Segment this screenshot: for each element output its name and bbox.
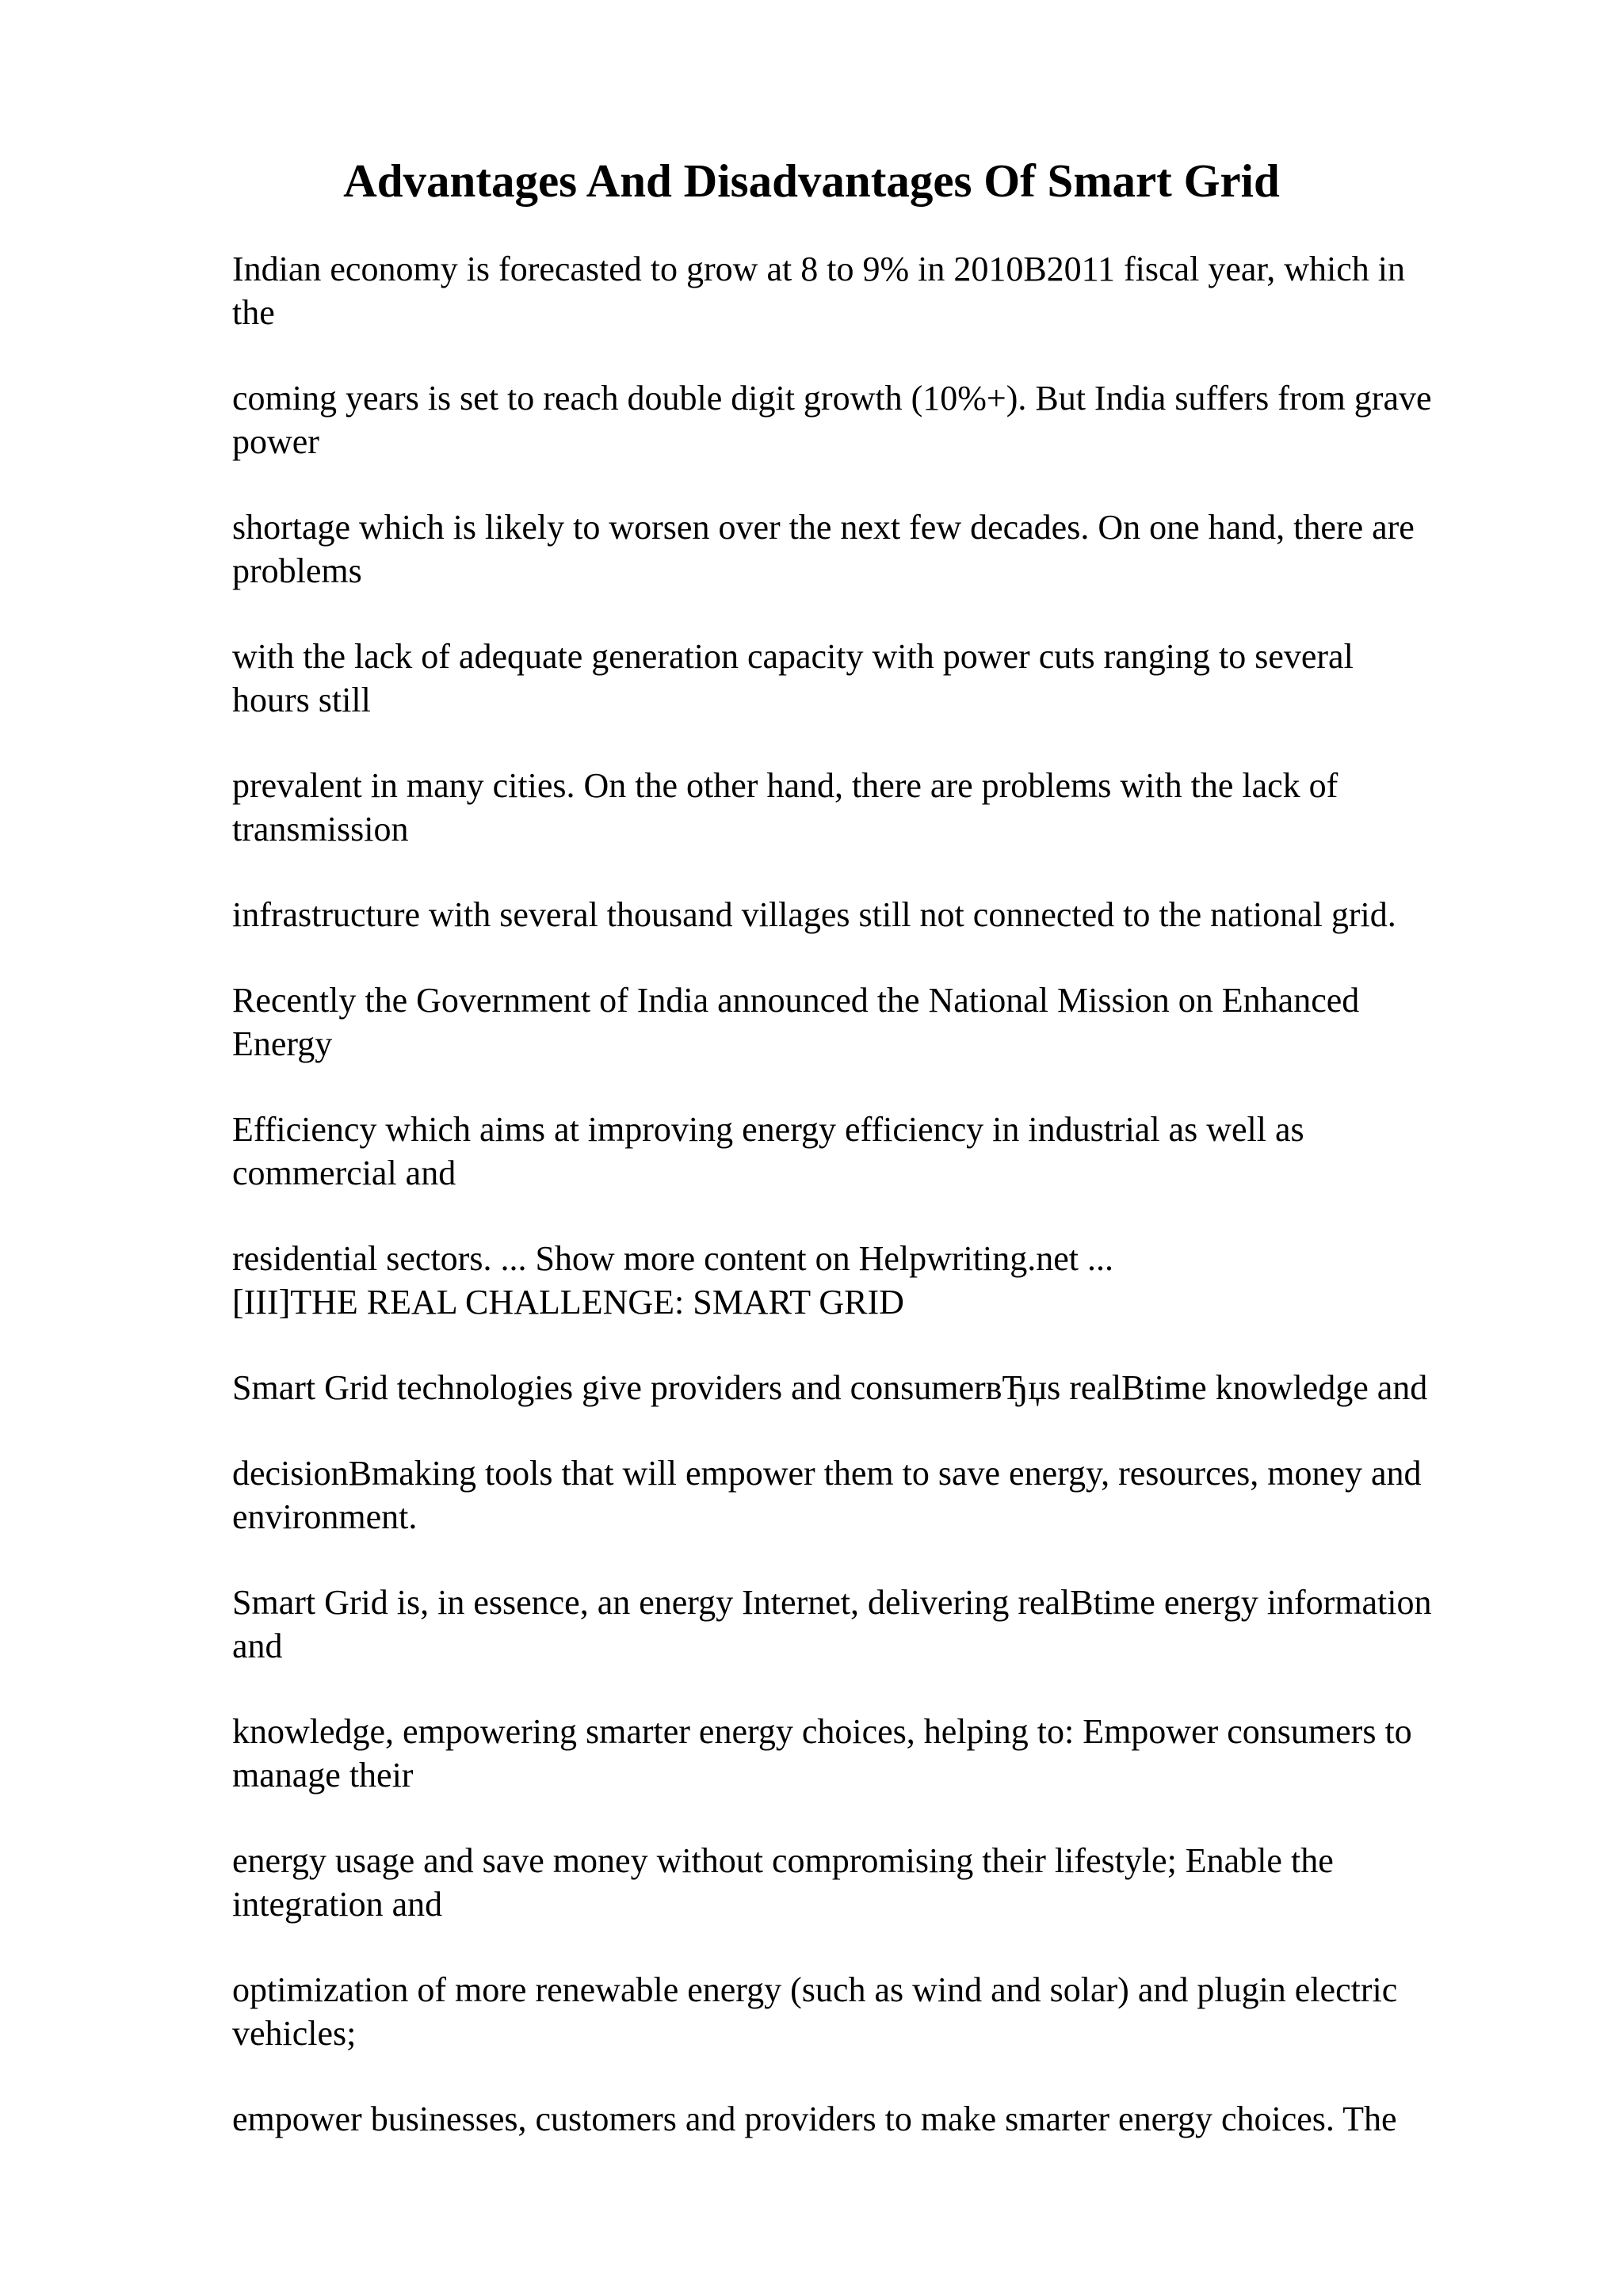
- paragraph: with the lack of adequate generation capacity with power cuts ranging to several hours still: [232, 637, 1354, 719]
- page-title: Advantages And Disadvantages Of Smart Grid: [343, 154, 1280, 207]
- paragraph: infrastructure with several thousand villages still not connected to the national grid.: [232, 895, 1396, 934]
- paragraph: residential sectors. ... Show more content on Helpwriting.net ...: [232, 1239, 1113, 1278]
- paragraph: Efficiency which aims at improving energy efficiency in industrial as well as commercial and: [232, 1110, 1304, 1192]
- document-body: [232, 247, 1516, 2183]
- paragraph: knowledge, empowering smarter energy choices, helping to: Empower consumers to manage their: [232, 1712, 1412, 1794]
- paragraph: Smart Grid is, in essence, an energy Internet, delivering realВtime energy information and: [232, 1583, 1432, 1665]
- paragraph: shortage which is likely to worsen over the next few decades. On one hand, there are problems: [232, 508, 1415, 590]
- paragraph: energy usage and save money without compromising their lifestyle; Enable the integration and: [232, 1841, 1334, 1924]
- section-heading: [III]THE REAL CHALLENGE: SMART GRID: [232, 1283, 904, 1322]
- paragraph: Indian economy is forecasted to grow at 8 to 9% in 2010В2011 fiscal year, which in the: [232, 250, 1406, 332]
- paragraph: optimization of more renewable energy (such as wind and solar) and plugin electric vehicles;: [232, 1970, 1398, 2053]
- paragraph: decisionВmaking tools that will empower them to save energy, resources, money and environment.: [232, 1454, 1422, 1536]
- paragraph: Recently the Government of India announced the National Mission on Enhanced Energy: [232, 981, 1360, 1063]
- paragraph: prevalent in many cities. On the other hand, there are problems with the lack of transmission: [232, 766, 1338, 849]
- paragraph: coming years is set to reach double digit growth (10%+). But India suffers from grave power: [232, 379, 1432, 461]
- paragraph: empower businesses, customers and providers to make smarter energy choices. The: [232, 2100, 1397, 2138]
- paragraph: Smart Grid technologies give providers and consumerвЂџs realВtime knowledge and: [232, 1368, 1428, 1407]
